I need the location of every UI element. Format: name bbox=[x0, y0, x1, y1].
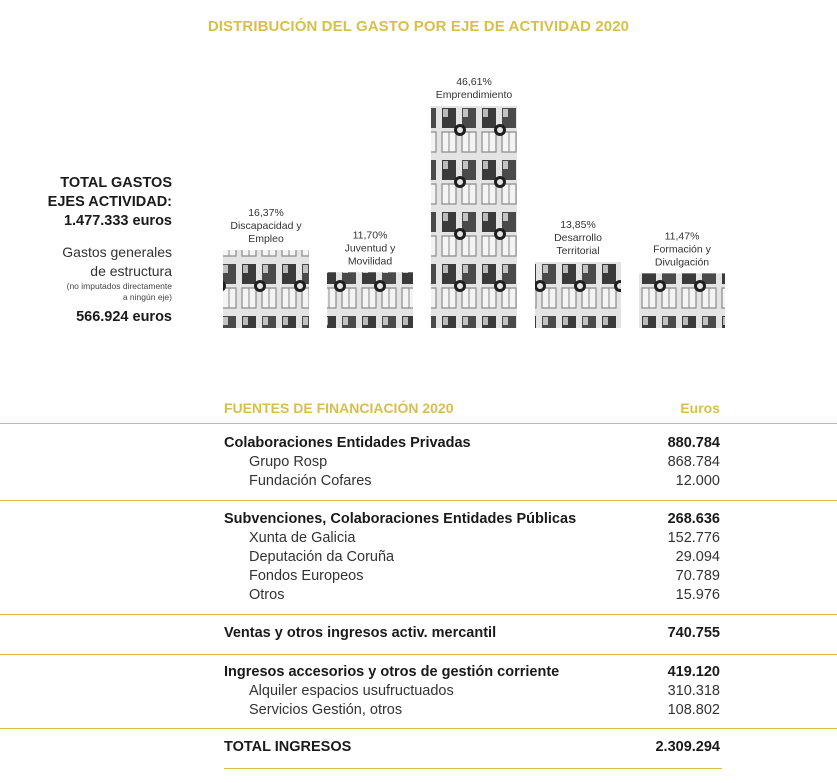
table-divider bbox=[224, 768, 722, 769]
group-label: Ventas y otros ingresos activ. mercantil bbox=[224, 625, 497, 641]
bar-category-label: Formación y bbox=[653, 243, 711, 256]
structure-label-line1: Gastos generales bbox=[62, 244, 172, 260]
structure-label-line2: de estructura bbox=[90, 263, 172, 279]
total-expenses-label-line2: EJES ACTIVIDAD: bbox=[47, 194, 172, 210]
bar-value-label: 16,37% bbox=[248, 207, 284, 220]
bar-category-label: Emprendimiento bbox=[435, 89, 513, 101]
table-divider bbox=[0, 500, 837, 501]
table-row bbox=[224, 435, 720, 454]
item-label: Deputación da Coruña bbox=[249, 549, 395, 565]
financing-group-private bbox=[224, 435, 720, 492]
bar-category-label: Divulgación bbox=[654, 256, 710, 269]
bar-5 bbox=[639, 273, 725, 328]
financing-group-sales bbox=[224, 625, 720, 644]
table-row bbox=[224, 568, 720, 587]
item-value: 868.784 bbox=[667, 454, 720, 470]
table-row bbox=[224, 683, 720, 702]
bar-value-label: 11,70% bbox=[352, 229, 388, 242]
bar-value-label: 11,47% bbox=[664, 230, 700, 243]
item-label: Fundación Cofares bbox=[249, 473, 372, 489]
group-value: 419.120 bbox=[667, 664, 720, 680]
bar-2 bbox=[327, 272, 413, 328]
item-value: 152.776 bbox=[667, 530, 720, 546]
bar-category-label: Juventud y bbox=[344, 242, 396, 255]
bar-category-label: Discapacidad y bbox=[230, 220, 302, 233]
bar-chart bbox=[0, 0, 837, 340]
table-row bbox=[224, 625, 720, 644]
item-value: 15.976 bbox=[675, 587, 720, 603]
bar-1 bbox=[223, 250, 309, 328]
group-label: Colaboraciones Entidades Privadas bbox=[224, 435, 471, 451]
table-row bbox=[224, 511, 720, 530]
chart-title: DISTRIBUCIÓN DEL GASTO POR EJE DE ACTIVIDAD 2020 bbox=[207, 18, 630, 35]
bars bbox=[223, 76, 725, 328]
bar-category-label: Movilidad bbox=[347, 255, 393, 268]
table-row bbox=[224, 587, 720, 606]
group-label: Ingresos accesorios y otros de gestión corriente bbox=[224, 664, 560, 680]
group-value: 880.784 bbox=[667, 435, 720, 451]
table-row bbox=[224, 454, 720, 473]
table-row bbox=[224, 473, 720, 492]
financing-group-accessory bbox=[224, 664, 720, 721]
financing-units-header: Euros bbox=[680, 400, 720, 416]
item-label: Otros bbox=[249, 587, 285, 603]
table-row bbox=[224, 530, 720, 549]
bar-4 bbox=[535, 262, 621, 328]
item-value: 70.789 bbox=[675, 568, 720, 584]
table-divider bbox=[0, 423, 837, 424]
financing-table-title: FUENTES DE FINANCIACIÓN 2020 bbox=[224, 400, 454, 416]
table-divider bbox=[0, 614, 837, 615]
bar-3 bbox=[431, 106, 517, 328]
total-expenses-amount: 1.477.333 euros bbox=[63, 213, 172, 229]
group-value: 740.755 bbox=[667, 625, 720, 641]
table-row bbox=[224, 549, 720, 568]
financing-total bbox=[224, 739, 720, 758]
bar-category-label: Territorial bbox=[556, 245, 600, 258]
item-value: 310.318 bbox=[667, 683, 720, 699]
item-label: Xunta de Galicia bbox=[249, 530, 356, 546]
group-value: 268.636 bbox=[667, 511, 720, 527]
total-income-value: 2.309.294 bbox=[655, 739, 720, 755]
table-row bbox=[224, 702, 720, 721]
group-label: Subvenciones, Colaboraciones Entidades Públicas bbox=[224, 511, 577, 527]
item-value: 29.094 bbox=[675, 549, 720, 565]
structure-amount: 566.924 euros bbox=[76, 309, 172, 325]
structure-note-line2: a ningún eje) bbox=[122, 292, 172, 302]
structure-note-line1: (no imputados directamente bbox=[66, 281, 172, 291]
table-row-total bbox=[224, 739, 720, 758]
table-divider bbox=[0, 654, 837, 655]
total-expenses-label-line1: TOTAL GASTOS bbox=[60, 175, 172, 191]
table-divider bbox=[0, 728, 837, 729]
item-label: Grupo Rosp bbox=[249, 454, 328, 470]
item-value: 108.802 bbox=[667, 702, 720, 718]
item-label: Servicios Gestión, otros bbox=[249, 702, 403, 718]
table-row bbox=[224, 664, 720, 683]
financing-group-public bbox=[224, 511, 720, 606]
bar-value-label: 13,85% bbox=[560, 219, 596, 232]
bar-category-label: Desarrollo bbox=[554, 232, 602, 245]
item-label: Alquiler espacios usufructuados bbox=[249, 683, 454, 699]
item-value: 12.000 bbox=[675, 473, 720, 489]
total-income-label: TOTAL INGRESOS bbox=[224, 739, 352, 755]
bar-value-label: 46,61% bbox=[456, 76, 492, 88]
item-label: Fondos Europeos bbox=[249, 568, 364, 584]
bar-category-label: Empleo bbox=[248, 233, 284, 246]
